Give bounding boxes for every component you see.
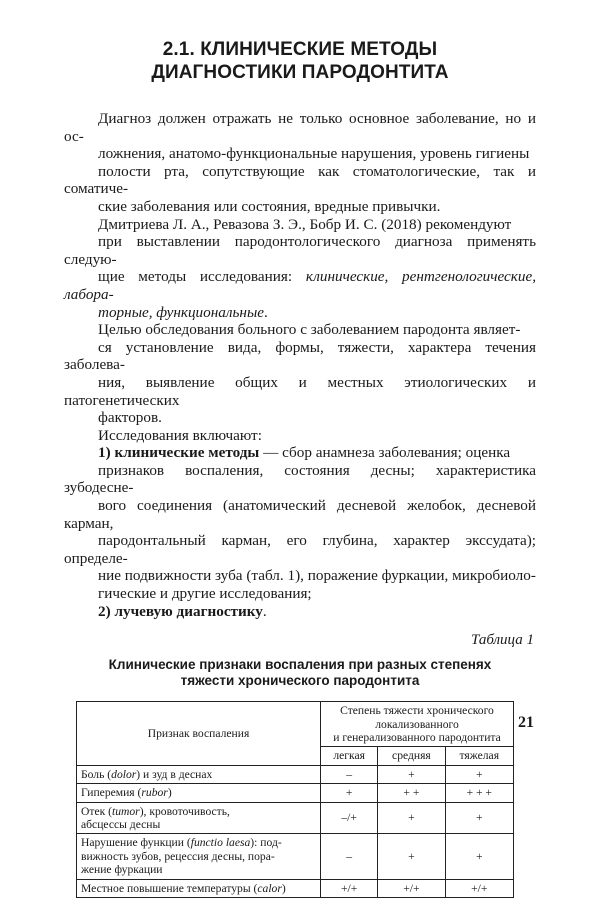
table-row (77, 784, 514, 802)
heavy-cell: + (445, 834, 513, 879)
heavy-cell: + (445, 765, 513, 783)
header-degree-line: локализованного (375, 717, 459, 731)
p3-line: ся установление вида, формы, тяжести, характера течения заболева- (64, 338, 536, 374)
table-row (77, 879, 514, 897)
sign-cell: Боль (dolor) и зуд в деснах (77, 765, 321, 783)
header-degree-line: Степень тяжести хронического (340, 704, 494, 718)
p3-line: Целью обследования больного с заболеванием пародонта являет- (98, 321, 521, 339)
medium-cell: + (378, 802, 445, 834)
p2-line (64, 268, 536, 303)
p2-text: . (263, 303, 268, 321)
p5-line: пародонтальный карман, его глубина, характер экссудата); определе- (64, 532, 536, 567)
header-heavy: тяжелая (445, 747, 513, 765)
table-header-row (77, 702, 514, 747)
p5-line: ние подвижности зуба (табл. 1), поражение фуркации, микробиоло- (98, 567, 536, 585)
p2-line (64, 304, 536, 322)
medium-cell: + (378, 834, 445, 879)
p5-line: гические и другие исследования; (98, 585, 312, 603)
p1-line: полости рта, сопутствующие как стоматологические, так и соматиче- (64, 162, 536, 198)
ray-diagnostics-bold: лучевую диагностику (114, 602, 263, 620)
p5-line (64, 444, 536, 462)
table-caption: Таблица 1 (471, 632, 534, 649)
p5-line: вого соединения (анатомический десневой желобок, десневой карман, (64, 497, 536, 532)
p3-line: факторов. (98, 409, 162, 427)
light-cell: – (321, 834, 378, 879)
p2-methods-italic: клинические, рентгенологические, лабора- (64, 268, 536, 303)
body-text (64, 110, 536, 620)
paragraph-4: Исследования включают: (98, 426, 262, 444)
p6-text: . (262, 602, 267, 620)
light-cell: – (321, 765, 378, 783)
paragraph-1 (64, 110, 536, 216)
inflammation-signs-table (76, 701, 514, 898)
clinical-methods-bold: клинические методы (114, 444, 260, 462)
heavy-cell: + (445, 802, 513, 834)
table-title-line: Клинические признаки воспаления при разных степенях (108, 657, 492, 673)
list-number: 1) (98, 444, 115, 462)
heading-line-2: ДИАГНОСТИКИ ПАРОДОНТИТА (151, 62, 449, 83)
section-heading (64, 38, 536, 84)
p3-line: ния, выявление общих и местных этиологических и патогенетических (64, 373, 536, 409)
table-title (64, 657, 536, 689)
light-cell: +/+ (321, 879, 378, 897)
paragraph-2 (64, 216, 536, 322)
p2-text: щие методы исследования: (98, 268, 306, 286)
paragraph-3 (64, 321, 536, 427)
header-medium: средняя (378, 747, 445, 765)
table-row (77, 834, 514, 879)
p1-line: ские заболевания или состояния, вредные привычки. (98, 197, 441, 215)
sign-cell: Местное повышение температуры (calor) (77, 879, 321, 897)
header-degree-line: и генерализованного пародонтита (333, 731, 501, 745)
medium-cell: +/+ (378, 879, 445, 897)
p1-line: ложнения, анатомо-функциональные нарушения, уровень гигиены (98, 145, 530, 163)
heavy-cell: +/+ (445, 879, 513, 897)
p2-line: при выставлении пародонтологического диагноза применять следую- (64, 233, 536, 268)
paragraph-6 (64, 603, 536, 621)
header-light: легкая (321, 747, 378, 765)
sign-cell: Гиперемия (rubor) (77, 784, 321, 802)
medium-cell: + (378, 765, 445, 783)
table-row (77, 765, 514, 783)
p5-line: признаков воспаления, состояния десны; характеристика зубодесне- (64, 461, 536, 497)
table-title-line: тяжести хронического пародонтита (180, 673, 420, 689)
p2-line: Дмитриева Л. А., Ревазова З. Э., Бобр И. С. (2018) рекомендуют (98, 215, 512, 233)
light-cell: + (321, 784, 378, 802)
paragraph-5 (64, 444, 536, 602)
heavy-cell: + + + (445, 784, 513, 802)
sign-cell: Нарушение функции (functio laesa): под- вижность зубов, рецессия десны, пора- жение фуркации (77, 834, 321, 879)
light-cell: –/+ (321, 802, 378, 834)
table-row (77, 802, 514, 834)
page-number: 21 (518, 714, 534, 731)
list-number: 2) (98, 602, 115, 620)
medium-cell: + + (378, 784, 445, 802)
header-degree (321, 702, 514, 747)
header-sign: Признак воспаления (77, 702, 321, 766)
p5-text: — сбор анамнеза заболевания; оценка (259, 444, 511, 462)
p1-line: Диагноз должен отражать не только основное заболевание, но и ос- (64, 110, 536, 145)
sign-cell: Отек (tumor), кровоточивость, абсцессы десны (77, 802, 321, 834)
heading-line-1: 2.1. КЛИНИЧЕСКИЕ МЕТОДЫ (162, 39, 438, 60)
p2-methods-italic: торные, функциональные (98, 303, 264, 321)
